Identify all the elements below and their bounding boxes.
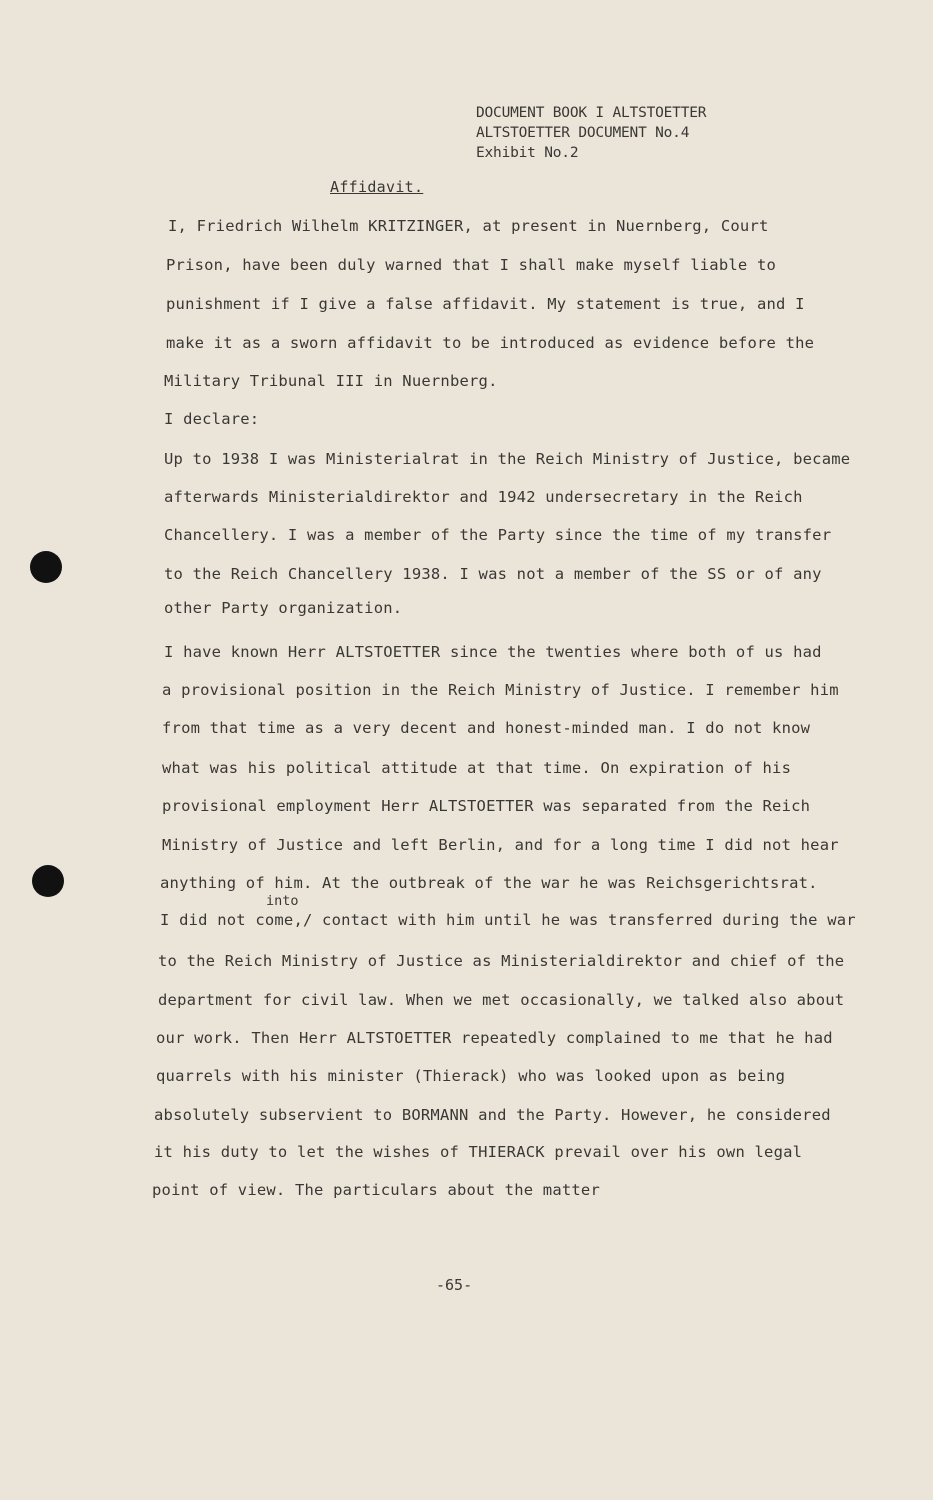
text-line: point of view. The particulars about the matter: [152, 1181, 600, 1199]
text-line: from that time as a very decent and honest-minded man. I do not know: [162, 719, 811, 737]
text-line: punishment if I give a false affidavit. My statement is true, and I: [166, 295, 805, 313]
punch-hole-icon: [32, 865, 64, 897]
text-line: department for civil law. When we met occasionally, we talked also about: [158, 991, 845, 1009]
page-number: -65-: [436, 1276, 473, 1294]
text-line: quarrels with his minister (Thierack) who was looked upon as being: [156, 1067, 786, 1085]
document-header: [476, 103, 706, 163]
text-line: afterwards Ministerialdirektor and 1942 undersecretary in the Reich: [164, 488, 803, 506]
header-document-book: DOCUMENT BOOK I ALTSTOETTER: [476, 105, 707, 121]
header-document-number: ALTSTOETTER DOCUMENT No.4: [476, 125, 690, 141]
text-line: Chancellery. I was a member of the Party since the time of my transfer: [164, 526, 832, 544]
text-line: I did not come,/ contact with him until he was transferred during the war: [160, 911, 856, 929]
text-line: absolutely subservient to BORMANN and the Party. However, he considered: [154, 1106, 831, 1124]
text-line: a provisional position in the Reich Ministry of Justice. I remember him: [162, 681, 839, 699]
header-exhibit-number: Exhibit No.2: [476, 145, 579, 161]
text-line: Military Tribunal III in Nuernberg.: [164, 372, 498, 390]
text-line: Ministry of Justice and left Berlin, and for a long time I did not hear: [162, 836, 839, 854]
text-line: to the Reich Chancellery 1938. I was not a member of the SS or of any: [164, 565, 822, 583]
affidavit-title: Affidavit.: [330, 178, 424, 196]
text-line: anything of him. At the outbreak of the war he was Reichsgerichtsrat.: [160, 874, 818, 892]
text-line: Prison, have been duly warned that I shall make myself liable to: [166, 256, 777, 274]
punch-hole-icon: [30, 551, 62, 583]
text-line: it his duty to let the wishes of THIERACK prevail over his own legal: [154, 1143, 803, 1161]
text-line: other Party organization.: [164, 599, 403, 617]
text-line: I, Friedrich Wilhelm KRITZINGER, at present in Nuernberg, Court: [168, 217, 769, 235]
text-line: I have known Herr ALTSTOETTER since the twenties where both of us had: [164, 643, 822, 661]
text-line: to the Reich Ministry of Justice as Ministerialdirektor and chief of the: [158, 952, 845, 970]
text-line: provisional employment Herr ALTSTOETTER was separated from the Reich: [162, 797, 811, 815]
text-line: our work. Then Herr ALTSTOETTER repeatedly complained to me that he had: [156, 1029, 833, 1047]
text-line: Up to 1938 I was Ministerialrat in the Reich Ministry of Justice, became: [164, 450, 851, 468]
text-line: make it as a sworn affidavit to be introduced as evidence before the: [166, 334, 815, 352]
interlinear-insertion: into: [266, 893, 299, 909]
text-line: I declare:: [164, 410, 260, 428]
text-line: what was his political attitude at that time. On expiration of his: [162, 759, 792, 777]
